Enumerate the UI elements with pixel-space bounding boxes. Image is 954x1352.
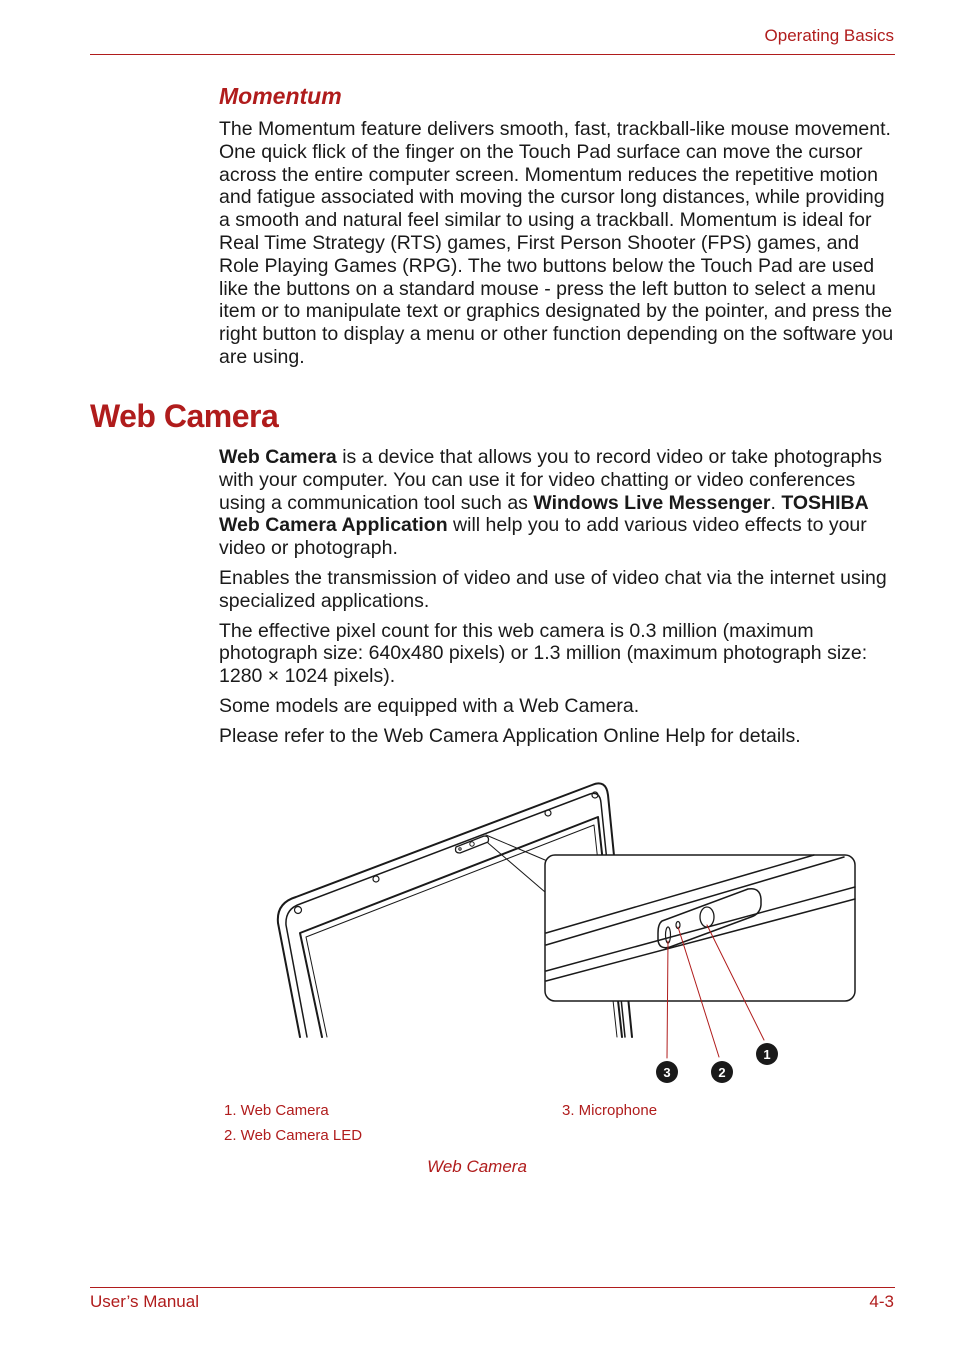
web-camera-illustration: [270, 775, 870, 1090]
bold-windows-live-messenger: Windows Live Messenger: [533, 491, 771, 514]
zoom-leader-lower: [488, 843, 545, 892]
web-camera-heading: Web Camera: [90, 398, 279, 434]
legend-item-2: 2. Web Camera LED: [224, 1127, 363, 1144]
footer-manual-title: User’s Manual: [90, 1292, 199, 1311]
bezel-screw-1: [295, 907, 302, 914]
momentum-body: [219, 118, 899, 376]
web-camera-paragraph-1: [219, 446, 899, 560]
header-rule: [90, 54, 895, 55]
web-camera-body: [219, 446, 899, 755]
legend-item-3: 3. Microphone: [562, 1102, 658, 1119]
web-camera-paragraph-3: The effective pixel count for this web camera is 0.3 million (maximum photograph size: 640x480 pixels) or 1.3 million (maximum photograph size: 1280 × 1024 pixels).: [219, 619, 868, 688]
momentum-heading: Momentum: [219, 83, 342, 109]
p1-text-3: will help you to add various video effects to your video or photograph.: [219, 514, 867, 560]
camera-lens-small: [470, 842, 474, 846]
web-camera-paragraph-5: Please refer to the Web Camera Application Online Help for details.: [219, 724, 801, 747]
callout-number-3: 3: [663, 1065, 671, 1080]
bezel-screw-2: [373, 876, 379, 882]
footer-rule: [90, 1287, 895, 1288]
bold-toshiba-app: TOSHIBA Web Camera Application: [219, 491, 869, 537]
bezel-screw-3: [545, 810, 551, 816]
p1-text-2: .: [770, 491, 782, 514]
camera-led-small: [459, 848, 461, 850]
callout-number-2: 2: [718, 1065, 726, 1080]
figure-caption: Web Camera: [427, 1157, 527, 1176]
web-camera-paragraph-2: Enables the transmission of video and use of video chat via the internet using specialized applications.: [219, 566, 887, 612]
web-camera-paragraph-4: Some models are equipped with a Web Camera.: [219, 694, 640, 717]
callout-number-1: 1: [763, 1047, 771, 1062]
bold-web-camera: Web Camera: [219, 446, 337, 468]
running-header: Operating Basics: [764, 26, 894, 45]
momentum-paragraph: The Momentum feature delivers smooth, fast, trackball-like mouse movement. One quick flick of the finger on the Touch Pad surface can move the cursor across the entire computer screen. Momentum reduces the repetitive motion and fatigue associated with moving the cursor long distances, while providing a smooth and natural feel similar to using a trackball. Momentum is ideal for Real Time Strategy (RTS) games, First Person Shooter (FPS) games, and Role Playing Games (RPG). The two buttons below the Touch Pad are used like the buttons on a standard mouse - press the left button to select a menu item or to manipulate text or graphics designated by the pointer, and press the right button to display a menu or other function depending on the software you are using.: [219, 118, 894, 368]
zoom-inset-frame: [545, 855, 855, 1001]
legend-item-1: 1. Web Camera: [224, 1102, 329, 1119]
p1-text-1: is a device that allows you to record video or take photographs with your computer. You can use it for video chatting or video conferences using a communication tool such as: [219, 446, 883, 514]
footer-page-number: 4-3: [869, 1292, 894, 1311]
